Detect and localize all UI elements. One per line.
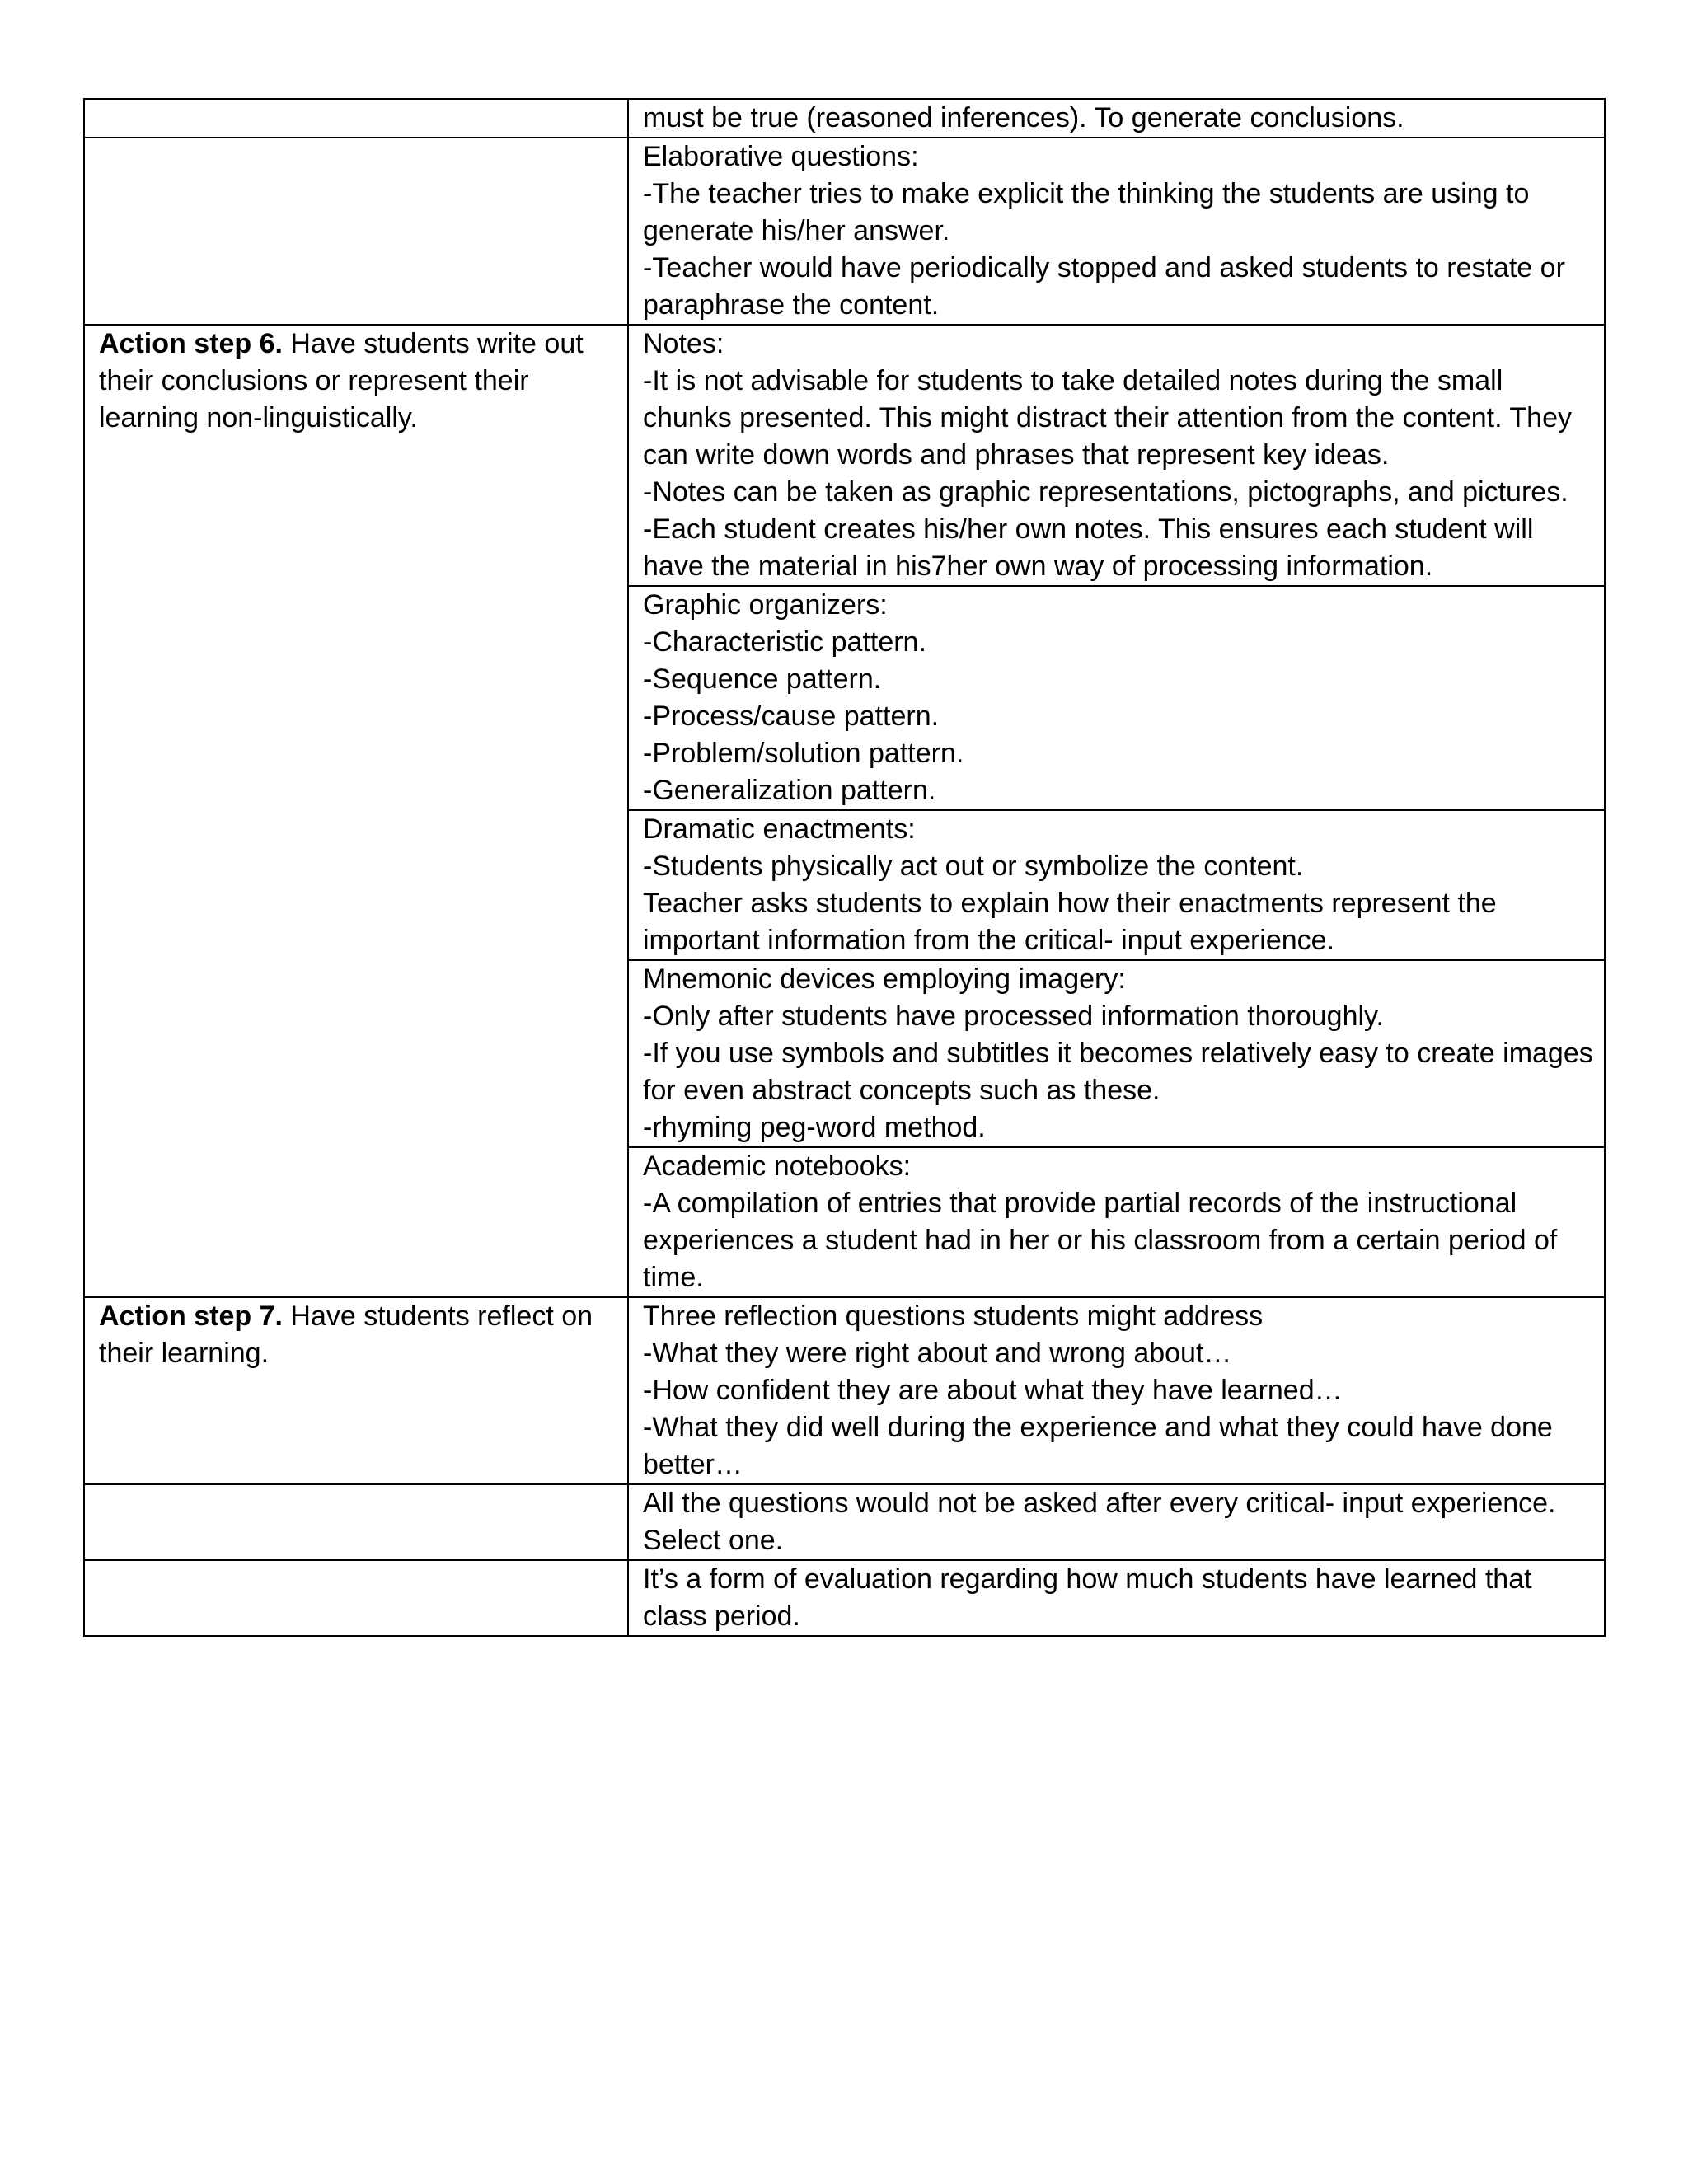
content-line: -rhyming peg-word method.: [643, 1112, 986, 1143]
content-line: All the questions would not be asked after every critical- input experience. Select one.: [643, 1488, 1564, 1556]
content-line: -Generalization pattern.: [643, 775, 936, 806]
content-line: -How confident they are about what they have learned…: [643, 1375, 1343, 1406]
step-cell-action-7: [84, 1297, 628, 1484]
content-line: Teacher asks students to explain how their enactments represent the important information from the critical- input experience.: [643, 888, 1505, 956]
step-label: Action step 6.: [99, 328, 283, 359]
content-line: It’s a form of evaluation regarding how much students have learned that class period.: [643, 1563, 1540, 1632]
content-line: -Process/cause pattern.: [643, 701, 940, 732]
content-line: -Each student creates his/her own notes. This ensures each student will have the material in his7her own way of processing information.: [643, 513, 1541, 582]
content-cell: [628, 1147, 1605, 1297]
table-row: [84, 325, 1605, 586]
content-line: -What they were right about and wrong about…: [643, 1338, 1232, 1369]
content-line: -Sequence pattern.: [643, 663, 882, 695]
content-line: must be true (reasoned inferences). To generate conclusions.: [643, 102, 1404, 134]
step-cell: [84, 1484, 628, 1560]
content-heading: Mnemonic devices employing imagery:: [643, 963, 1126, 995]
table-row: [84, 1484, 1605, 1560]
content-line: -If you use symbols and subtitles it becomes relatively easy to create images for even abstract concepts such as these.: [643, 1038, 1601, 1106]
table-row: [84, 1560, 1605, 1636]
content-line: -Problem/solution pattern.: [643, 738, 964, 769]
step-cell: [84, 1560, 628, 1636]
content-line: -Characteristic pattern.: [643, 626, 926, 658]
table-row: [84, 1297, 1605, 1484]
content-cell: [628, 138, 1605, 325]
step-label: Action step 7.: [99, 1301, 283, 1332]
content-line: -Only after students have processed information thoroughly.: [643, 1001, 1384, 1032]
content-heading: Elaborative questions:: [643, 141, 919, 172]
content-cell: [628, 960, 1605, 1147]
table-row: [84, 138, 1605, 325]
content-line: -The teacher tries to make explicit the thinking the students are using to generate his/her answer.: [643, 178, 1537, 246]
content-heading: Three reflection questions students might address: [643, 1301, 1264, 1332]
content-heading: Academic notebooks:: [643, 1151, 912, 1182]
content-heading: Graphic organizers:: [643, 589, 888, 621]
content-line: -It is not advisable for students to take detailed notes during the small chunks presented. This might distract their attention from the content. They can write down words and phrases that represent key ideas.: [643, 365, 1580, 471]
step-description: Have students reflect on their learning.: [99, 1301, 593, 1369]
action-steps-table: [83, 98, 1606, 1637]
content-cell: [628, 325, 1605, 586]
content-cell: [628, 1297, 1605, 1484]
content-cell: [628, 1560, 1605, 1636]
content-line: -Notes can be taken as graphic representations, pictographs, and pictures.: [643, 476, 1568, 508]
content-line: -What they did well during the experience and what they could have done better…: [643, 1412, 1561, 1480]
step-cell-action-6: [84, 325, 628, 1297]
content-line: -Teacher would have periodically stopped and asked students to restate or paraphrase the content.: [643, 252, 1573, 321]
step-description: Have students write out their conclusions or represent their learning non-linguistically.: [99, 328, 584, 434]
step-cell: [84, 99, 628, 138]
content-heading: Notes:: [643, 328, 724, 359]
content-line: -A compilation of entries that provide partial records of the instructional experiences a student had in her or his classroom from a certain period of time.: [643, 1188, 1565, 1293]
step-cell: [84, 138, 628, 325]
content-cell: [628, 1484, 1605, 1560]
table-row: [84, 99, 1605, 138]
content-cell: [628, 99, 1605, 138]
content-line: -Students physically act out or symbolize the content.: [643, 851, 1304, 882]
content-cell: [628, 586, 1605, 810]
content-cell: [628, 810, 1605, 960]
content-heading: Dramatic enactments:: [643, 813, 916, 845]
